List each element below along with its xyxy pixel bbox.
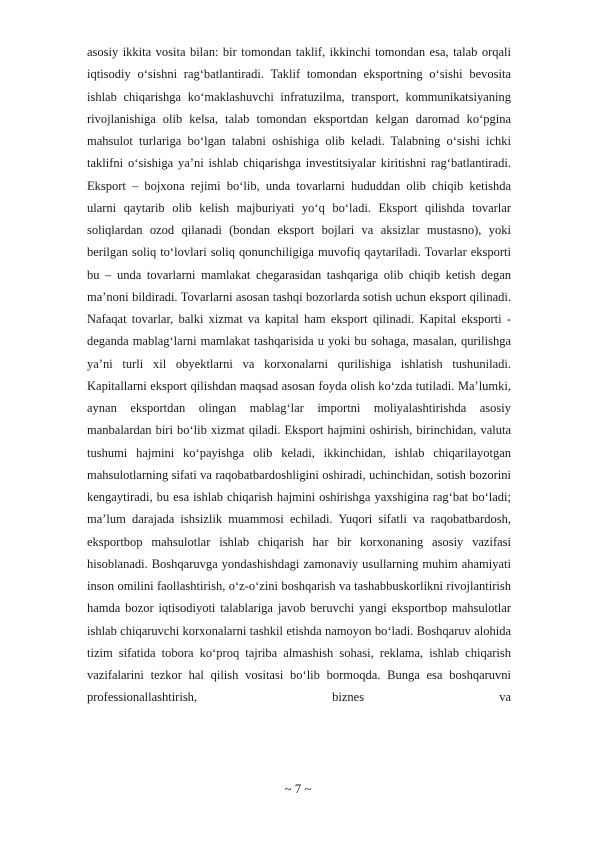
body-paragraph: asosiy ikkita vosita bilan: bir tomondan taklif, ikkinchi tomondan esa, talab orqali iqtisodiy o‘sishni rag‘batlantiradi. Taklif tomondan eksportning o‘sishi bevosita ishlab chiqarishga ko‘maklashuvchi infratuzilma, transport, kommunikatsiyaning rivojlanishiga olib kelsa, talab tomondan eksportdan kelgan daromad ko‘pgina mahsulot turlariga bo‘lgan talabni oshishiga olib keladi. Talabning o‘sishi ichki taklifni o‘sishiga ya’ni ishlab chiqarishga investitsiyalar kiritishni rag‘batlantiradi. Eksport – bojxona rejimi bo‘lib, unda tovarlarni hududdan olib chiqib ketishda ularni qaytarib olib kelish majburiyati yo‘q bo‘ladi. Eksport qilishda tovarlar soliqlardan ozod qilanadi (bondan eksport bojlari va aksizlar mustasno), yoki berilgan soliq to‘lovlari soliq qonunchiligiga muvofiq qaytariladi. Tovarlar eksporti bu – unda tovarlarni mamlakat chegarasidan tashqariga olib chiqib ketish degan ma’noni bildiradi. Tovarlarni asosan tashqi bozorlarda sotish uchun eksport qilinadi. Nafaqat tovarlar, balki xizmat va kapital ham eksport qilinadi. Kapital eksporti - deganda mablag‘larni mamlakat tashqarisida u yoki bu sohaga, masalan, qurilishga ya’ni turli xil obyektlarni va korxonalarni qurilishiga ishlatish tushuniladi. Kapitallarni eksport qilishdan maqsad asosan foyda olish ko‘zda tutiladi. Ma’lumki, aynan eksportdan olingan mablag‘lar importni moliyalashtirishda asosiy manbalardan biri bo‘lib xizmat qiladi. Eksport hajmini oshirish, birinchidan, valuta tushumi hajmini ko‘payishga olib keladi, ikkinchidan, ishlab chiqarilayotgan mahsulotlarning sifati va raqobatbardoshligini oshiradi, uchinchidan, sotish bozorini kengaytiradi, bu esa ishlab chiqarish hajmini oshirishga yaxshigina rag‘bat bo‘ladi; ma’lum darajada ishsizlik muammosi echiladi. Yuqori sifatli va raqobatbardosh, eksportbop mahsulotlar ishlab chiqarish har bir korxonaning asosiy vazifasi hisoblanadi. Boshqaruvga yondashishdagi zamonaviy usullarning muhim ahamiyati inson omilini faollashtirish, o‘z-o‘zini boshqarish va tashabbuskorlikni rivojlantirish hamda bozor iqtisodiyoti talablariga javob beruvchi yangi eksportbop mahsulotlar ishlab chiqaruvchi korxonalarni tashkil etishda namoyon bo‘ladi. Boshqaruv alohida tizim sifatida tobora ko‘proq tajriba almashish sohasi, reklama, ishlab chiqarish vazifalarini tezkor hal qilish vositasi bo‘lib bormoqda. Bunga esa boshqaruvni professionallashtirish, biznes va (87, 45, 511, 705)
page-number: ~ 7 ~ (284, 781, 312, 796)
page-content (87, 41, 511, 709)
